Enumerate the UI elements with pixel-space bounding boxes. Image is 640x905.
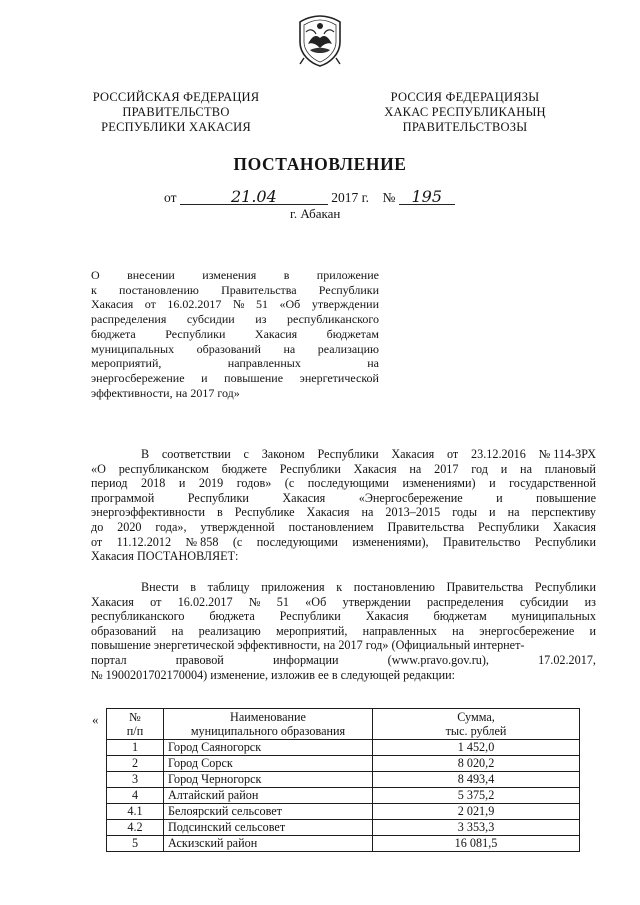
handwritten-date: 21.04	[180, 190, 328, 205]
word: Хакасия	[353, 461, 397, 476]
header-right-line: РОССИЯ ФЕДЕРАЦИЯЗЫ	[390, 90, 540, 104]
word: Внести	[141, 580, 179, 594]
word: с	[243, 447, 249, 461]
table-cell-num: 4.2	[107, 820, 164, 836]
table-cell-num: 5	[107, 836, 164, 852]
word: в	[190, 580, 197, 594]
table-cell-sum: 8 020,2	[373, 756, 580, 772]
header-num: № п/п	[107, 709, 164, 740]
word: Хакасия	[254, 326, 298, 341]
city: г. Абакан	[290, 206, 341, 221]
word: энергосбережение	[479, 623, 575, 638]
word: последующими	[256, 534, 338, 549]
word: и	[201, 370, 208, 385]
text-line	[91, 327, 379, 342]
word: правовой	[175, 652, 224, 667]
word: и	[496, 490, 503, 505]
word: «Об	[279, 297, 301, 312]
word: бюджета	[209, 609, 255, 624]
word: информации	[272, 652, 339, 667]
header-sum: Сумма, тыс. рублей	[373, 709, 580, 740]
header-right-line: ПРАВИТЕЛЬСТВОЗЫ	[402, 120, 528, 134]
text-line	[91, 638, 596, 653]
table-row	[107, 756, 580, 772]
text-line	[91, 653, 596, 668]
word: Законом	[261, 447, 305, 461]
word: направленных	[362, 623, 437, 638]
word: О	[91, 268, 100, 282]
word: № 1900201702170004) изменение, изложив ее в следующей редакции:	[91, 667, 455, 682]
word: 2018	[140, 476, 166, 491]
word: Республике	[234, 505, 295, 520]
text-line	[91, 476, 596, 491]
word: перспективу	[531, 505, 596, 520]
word: на	[452, 623, 465, 638]
number-sign: №	[382, 190, 396, 205]
word: изменениями)	[402, 476, 476, 491]
text-line	[91, 520, 596, 535]
word: годов»	[236, 476, 272, 491]
word: бюджете	[221, 461, 267, 476]
paragraph-preamble	[91, 447, 596, 564]
word: 2020	[117, 519, 142, 534]
table-row	[107, 804, 580, 820]
word: из	[584, 594, 596, 609]
table-cell-num: 2	[107, 756, 164, 772]
table-cell-sum: 1 452,0	[373, 740, 580, 756]
handwritten-number: 195	[399, 190, 455, 205]
word: 11.12.2012	[116, 534, 172, 549]
paragraph-resolution	[91, 580, 596, 682]
word: «Об	[305, 594, 327, 609]
table-cell-num: 1	[107, 740, 164, 756]
word: повышение	[224, 370, 284, 385]
word: последующими	[307, 476, 389, 491]
word: от	[144, 297, 156, 312]
word: постановлению	[353, 580, 435, 594]
table-row	[107, 772, 580, 788]
word: бюджета	[91, 326, 136, 341]
word: субсидии	[519, 594, 569, 609]
word: Республики	[534, 534, 596, 549]
table-cell-name: Город Саяногорск	[164, 740, 373, 756]
word: на	[283, 341, 296, 356]
word: на	[171, 623, 184, 638]
word: №	[248, 594, 261, 609]
word: Республики	[534, 580, 596, 594]
word: таблицу	[207, 580, 250, 594]
word: республиканского	[286, 312, 379, 327]
text-line	[91, 283, 379, 298]
word: Правительства	[387, 519, 465, 534]
word: на	[520, 461, 532, 476]
word: 2013–2015	[385, 505, 441, 520]
table-cell-sum: 5 375,2	[373, 788, 580, 804]
word: на	[409, 461, 422, 476]
word: из	[255, 312, 267, 327]
word: к	[91, 282, 97, 297]
header-left-line: РОССИЙСКАЯ ФЕДЕРАЦИЯ	[92, 90, 260, 104]
word: В	[141, 447, 150, 461]
text-line	[91, 624, 596, 639]
header-left-ru	[84, 90, 268, 135]
word: 16.02.2017	[177, 594, 233, 609]
word: от	[447, 447, 459, 461]
word: Республики	[279, 461, 341, 476]
table-cell-name: Подсинский сельсовет	[164, 820, 373, 836]
word: Хакасия	[391, 447, 435, 461]
text-line	[91, 549, 596, 564]
word: период	[91, 476, 128, 491]
word: годы	[452, 505, 478, 520]
table-header-row	[107, 709, 580, 740]
table-cell-num: 4	[107, 788, 164, 804]
word: эффективности, на 2017 год»	[91, 385, 240, 400]
document-title: ПОСТАНОВЛЕНИЕ	[233, 154, 407, 174]
word: Республики	[318, 282, 379, 297]
word: «Энергосбережение	[358, 490, 463, 505]
word: постановлению	[119, 282, 199, 297]
table-cell-num: 3	[107, 772, 164, 788]
word: от	[150, 594, 162, 609]
word: №	[232, 297, 245, 312]
word: 2017	[434, 461, 459, 476]
header-left-line: РЕСПУБЛИКИ ХАКАСИЯ	[101, 120, 251, 134]
word: 17.02.2017,	[538, 652, 596, 667]
text-line	[91, 356, 379, 371]
word: на	[507, 505, 520, 520]
word: субсидии	[186, 312, 235, 327]
header-name: Наименование муниципального образования	[164, 709, 373, 740]
word: повышение	[536, 490, 596, 505]
word: Республики	[279, 609, 341, 624]
word: приложение	[316, 268, 379, 282]
word: республиканского	[91, 609, 185, 624]
word: внесении	[127, 268, 175, 282]
word: Правительства	[446, 580, 524, 594]
text-line	[91, 505, 596, 520]
word: Хакасия	[553, 519, 596, 534]
table-cell-sum: 2 021,9	[373, 804, 580, 820]
word: и	[589, 623, 596, 638]
word: 51	[255, 297, 268, 312]
word: 51	[276, 594, 289, 609]
word: реализацию	[317, 341, 379, 356]
table-row	[107, 788, 580, 804]
table-cell-num: 4.1	[107, 804, 164, 820]
text-line	[91, 342, 379, 357]
word: и	[489, 505, 496, 520]
word: и	[178, 476, 186, 491]
text-line	[91, 535, 596, 550]
word: портал	[91, 652, 127, 667]
word: год	[471, 461, 488, 476]
table-row	[107, 836, 580, 852]
word: мероприятий,	[91, 356, 162, 371]
table-cell-name: Город Сорск	[164, 756, 373, 772]
word: до	[91, 519, 104, 534]
word: Хакасия	[282, 490, 326, 505]
word: на	[367, 356, 379, 371]
date-prefix: от	[164, 190, 177, 205]
word: утвержденной	[200, 519, 275, 534]
subject-block	[91, 268, 379, 400]
word: распределения	[91, 312, 167, 327]
word: республиканском	[118, 461, 209, 476]
word: энергосбережение	[91, 370, 185, 385]
table-cell-sum: 3 353,3	[373, 820, 580, 836]
word: в	[217, 505, 223, 520]
text-line	[91, 312, 379, 327]
subsidy-table	[106, 708, 580, 852]
word: Хакасия	[306, 505, 350, 520]
word: образований	[91, 623, 157, 638]
table-cell-sum: 8 493,4	[373, 772, 580, 788]
table-cell-name: Город Черногорск	[164, 772, 373, 788]
word: соответствии	[161, 447, 231, 461]
word: плановый	[544, 461, 596, 476]
text-line	[91, 668, 596, 683]
word: (с	[232, 534, 243, 549]
word: муниципальных	[511, 609, 596, 624]
text-line	[91, 595, 596, 610]
word: № 114-ЗРХ	[538, 447, 596, 461]
word: Хакасия	[365, 609, 409, 624]
table-cell-name: Аскизский район	[164, 836, 373, 852]
word: повышение энергетической эффективности, на 2017 год» (Официальный интернет-	[91, 638, 525, 653]
text-line	[91, 609, 596, 624]
word: и	[500, 461, 508, 476]
word: Правительства	[221, 282, 297, 297]
word: образований	[196, 341, 261, 356]
table-cell-name: Белоярский сельсовет	[164, 804, 373, 820]
word: Хакасия	[91, 297, 134, 312]
opening-quote: «	[92, 712, 99, 727]
word: Республики	[165, 326, 226, 341]
word: и	[489, 476, 496, 491]
word: на	[361, 505, 374, 520]
header-right-line: ХАКАС РЕСПУБЛИКАНЫҢ	[384, 105, 546, 119]
table-cell-sum: 16 081,5	[373, 836, 580, 852]
text-line	[91, 297, 379, 312]
word: «О	[91, 461, 106, 476]
text-line	[91, 268, 379, 283]
date-line	[164, 187, 455, 206]
word: Хакасия	[91, 594, 134, 609]
word: 16.02.2017	[167, 297, 222, 312]
word: Правительство	[442, 534, 521, 549]
word: Республики	[317, 447, 379, 461]
word: государственной	[509, 476, 596, 491]
text-line	[91, 462, 596, 477]
header-left-line: ПРАВИТЕЛЬСТВО	[122, 105, 230, 119]
word: программой	[91, 490, 155, 505]
word: энергетической	[299, 370, 379, 385]
header-right-khakas	[372, 90, 558, 135]
table-row	[107, 820, 580, 836]
text-line	[91, 580, 596, 595]
coat-of-arms-emblem	[296, 14, 344, 68]
word: 23.12.2016	[471, 447, 526, 461]
word: (www.pravo.gov.ru),	[387, 652, 489, 667]
word: 2019	[198, 476, 224, 491]
word: энергоэффективности	[91, 505, 206, 520]
word: изменения	[202, 268, 257, 282]
word: изменениями),	[352, 534, 429, 549]
word: приложения	[261, 580, 325, 594]
word: утверждении	[311, 297, 379, 312]
text-line	[91, 491, 596, 506]
text-line	[91, 447, 596, 462]
word: № 858	[185, 534, 219, 549]
word: Хакасия ПОСТАНОВЛЯЕТ:	[91, 549, 239, 564]
word: к	[336, 580, 343, 594]
word: бюджетам	[433, 609, 487, 624]
word: Республики	[478, 519, 540, 534]
text-line	[91, 371, 379, 386]
word: в	[283, 268, 290, 282]
word: бюджетам	[326, 326, 379, 341]
word: утверждении	[342, 594, 411, 609]
word: от	[91, 534, 103, 549]
word: муниципальных	[91, 341, 175, 356]
table-cell-name: Алтайский район	[164, 788, 373, 804]
word: постановлением	[288, 519, 374, 534]
word: (с	[284, 476, 295, 491]
word: направленных	[227, 356, 301, 371]
word: распределения	[427, 594, 504, 609]
text-line	[91, 386, 379, 401]
word: Республики	[187, 490, 249, 505]
date-year: 2017 г.	[331, 190, 369, 205]
table-row	[107, 740, 580, 756]
word: мероприятий,	[275, 623, 348, 638]
word: реализацию	[198, 623, 261, 638]
word: года»,	[155, 519, 187, 534]
